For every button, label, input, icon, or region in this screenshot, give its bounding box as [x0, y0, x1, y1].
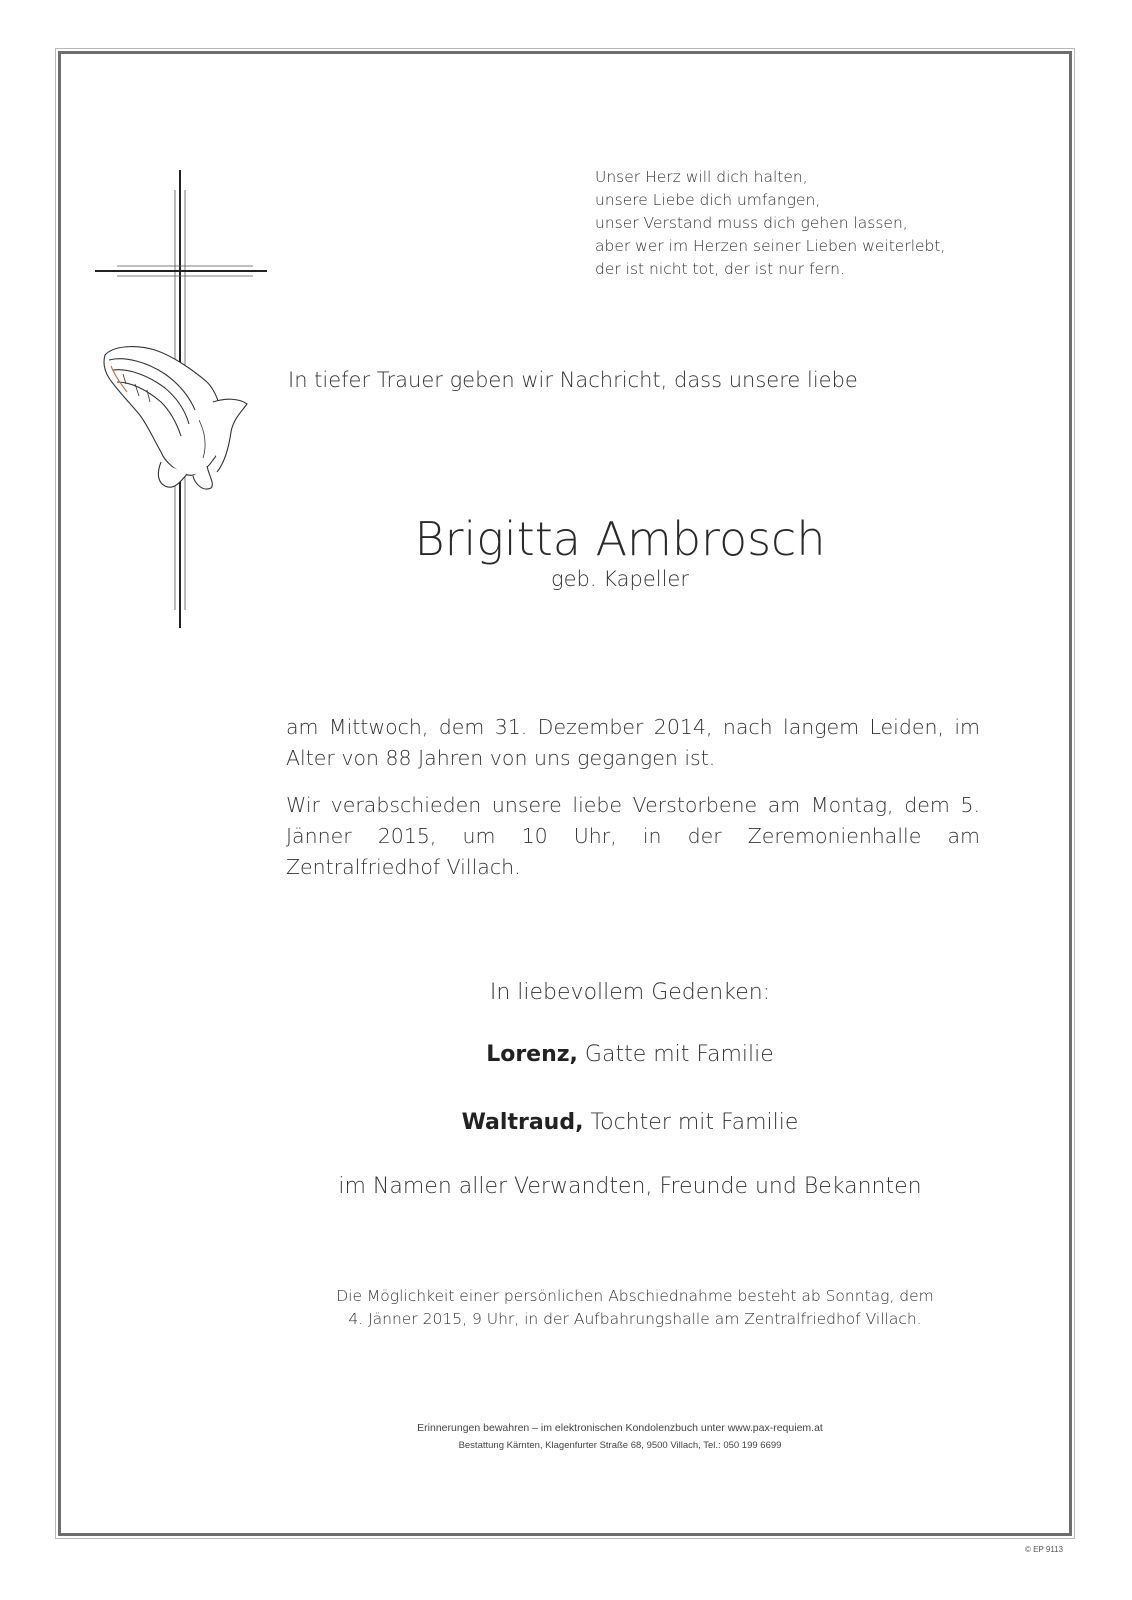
praying-hands-icon: [104, 347, 247, 489]
cross-icon: [95, 170, 275, 640]
mourner-line: [260, 1110, 1000, 1135]
poem: [595, 166, 945, 281]
print-code: © EP 9113: [1025, 1545, 1064, 1554]
deceased-name: Brigitta Ambrosch: [414, 512, 826, 566]
poem-line: Unser Herz will dich halten,: [595, 168, 808, 186]
mourner-line: [260, 1042, 1000, 1067]
farewell-paragraph: Wir verabschieden unsere liebe Verstorbene am Montag, dem 5. Jänner 2015, um 10 Uhr, in der Zeremonienhalle am Zentralfriedhof Villach.: [286, 793, 980, 879]
intro-text: In tiefer Trauer geben wir Nachricht, dass unsere liebe: [288, 368, 858, 392]
mourner-relation: Tochter mit Familie: [583, 1110, 799, 1135]
poem-line: unsere Liebe dich umfangen,: [595, 191, 821, 209]
mourner-name: Waltraud,: [461, 1110, 584, 1135]
condolence-footer: Erinnerungen bewahren – im elektronischen Kondolenzbuch unter www.pax-requiem.at: [417, 1422, 823, 1434]
mourner-relation: Gatte mit Familie: [577, 1042, 774, 1067]
viewing-note: [275, 1285, 995, 1331]
mourner-name: Lorenz,: [486, 1042, 578, 1067]
poem-line: unser Verstand muss dich gehen lassen,: [595, 214, 908, 232]
poem-line: aber wer im Herzen seiner Lieben weiterlebt,: [595, 237, 946, 255]
closing-line: im Namen aller Verwandten, Freunde und Bekannten: [338, 1174, 922, 1199]
viewing-note-line: Die Möglichkeit einer persönlichen Abschiednahme besteht ab Sonntag, dem: [336, 1287, 934, 1305]
remembrance-heading: In liebevollem Gedenken:: [489, 980, 771, 1005]
funeral-home-footer: Bestattung Kärnten, Klagenfurter Straße 68, 9500 Villach, Tel.: 050 199 6699: [458, 1440, 782, 1451]
death-paragraph: am Mittwoch, dem 31. Dezember 2014, nach langem Leiden, im Alter von 88 Jahren von uns gegangen ist.: [286, 715, 980, 770]
poem-line: der ist nicht tot, der ist nur fern.: [595, 260, 845, 278]
viewing-note-line: 4. Jänner 2015, 9 Uhr, in der Aufbahrungshalle am Zentralfriedhof Villach.: [348, 1310, 922, 1328]
maiden-name: geb. Kapeller: [551, 567, 689, 591]
